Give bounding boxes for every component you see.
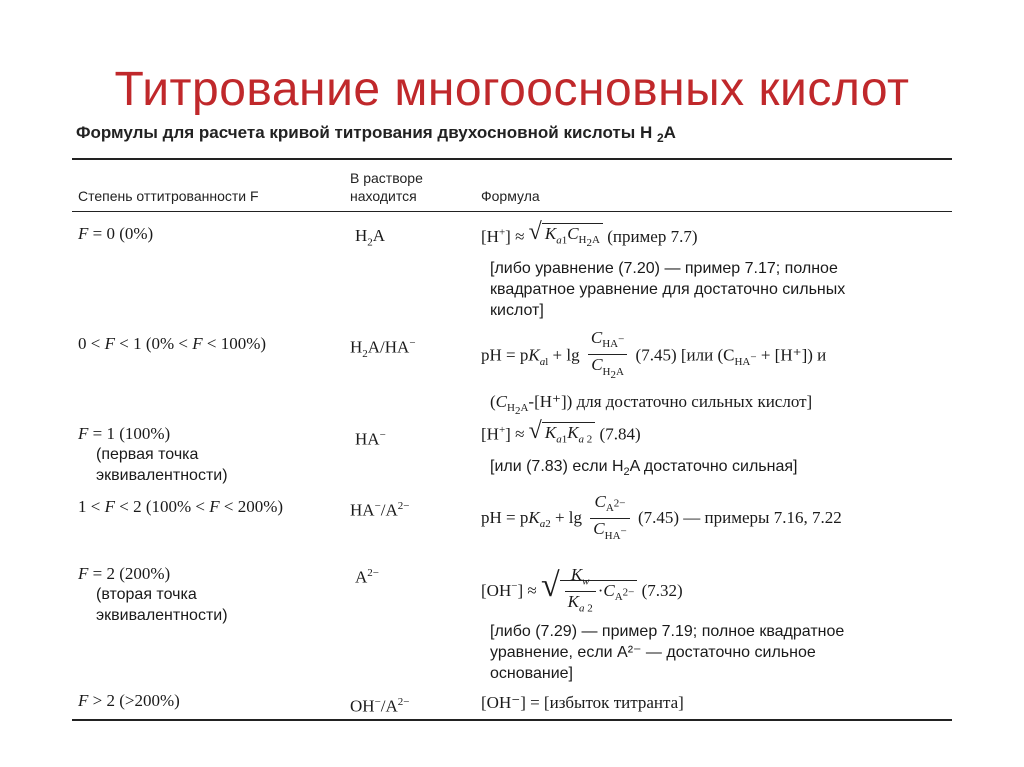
row3-condition-l3: эквивалентности)	[96, 467, 228, 484]
row5-condition: F = 2 (200%)	[78, 564, 171, 583]
row1-note-l2: квадратное уравнение для достаточно сильных	[490, 281, 846, 298]
row3-formula-ref: (7.84)	[599, 424, 641, 444]
row1-species: $H_2A$	[355, 226, 386, 249]
table-bottom-rule	[72, 719, 952, 721]
slide-title: Титрование многоосновных кислот	[114, 63, 910, 116]
row5-condition-l2: (вторая точка	[96, 586, 197, 603]
row4-condition: 1 < F < 2 (100% < F < 200%)	[78, 497, 284, 516]
table-caption	[76, 123, 676, 143]
row3-condition-l2: (первая точка	[96, 446, 199, 463]
row2-fraction: $\frac{C_{HA^-}}{C_{H_2A}}$	[588, 328, 627, 385]
row6-formula: [OH⁻] = [избыток титранта]	[481, 693, 684, 712]
row1-formula-ref: (пример 7.7)	[607, 227, 698, 247]
row5-formula-ref: (7.32)	[641, 580, 683, 600]
row4-formula-ref: (7.45) — примеры 7.16, 7.22	[637, 507, 842, 527]
row3-condition: F = 1 (100%)	[78, 424, 171, 443]
row5-condition-l3: эквивалентности)	[96, 607, 228, 624]
row2-note: $(C_{H_2A}-[H^+])$ для достаточно сильных кислот]	[490, 392, 813, 418]
table-header-rule	[72, 211, 952, 212]
row2-formula: pH = $pK_{al} + \lg$ $\frac{C_{HA^-}}{C_{H_2A}}$ (7.45) [или $(C_{HA^-} + [H^+])$ и	[481, 328, 826, 385]
row5-note-l3: основание]	[490, 665, 573, 682]
row3-species: HA−	[355, 429, 386, 449]
row6-condition: F > 2 (>200%)	[78, 691, 180, 710]
row1-condition: F = 0 (0%)	[78, 224, 154, 243]
row5-formula: [OH−] ≈ √ $\frac{K_w}{K_{a 2}}$ $\cdot C_{A^{2-}}$ (7.32)	[481, 565, 683, 619]
sqrt-icon: √ $K_{a1}K_{a 2}$	[529, 421, 596, 450]
header-formula: Формула	[481, 188, 540, 204]
row2-note-tail: -[H⁺]) для достаточно сильных кислот]	[528, 392, 813, 411]
header-in-solution-l1: В растворе	[350, 170, 423, 186]
row2-condition: 0 < F < 1 (0% < F < 100%)	[78, 334, 267, 353]
row2-formula-ref: (7.45) [или (C	[635, 345, 735, 365]
row3-formula: [H+] ≈ √ $K_{a1}K_{a 2}$ (7.84)	[481, 420, 641, 450]
row2-species: $H_2A/HA^-$	[350, 337, 416, 361]
sqrt-icon: √ $\frac{K_w}{K_{a 2}}$ $\cdot C_{A^{2-}}$	[541, 565, 637, 619]
header-in-solution-l2: находится	[350, 188, 417, 204]
sqrt-icon: √ $K_{a1}C_{H_2A}$	[529, 222, 603, 255]
row5-note-l1: [либо (7.29) — пример 7.19; полное квадратное	[490, 623, 845, 640]
header-fraction-titrated: Степень оттитрованности F	[78, 188, 259, 204]
row4-species: $HA^-/A^{2-}$	[350, 500, 410, 520]
row1-note-l3: кислот]	[490, 302, 544, 319]
row3-note: [или (7.83) если $H_2A$ достаточно сильная]	[490, 458, 798, 479]
table-caption-sub: 2	[656, 131, 664, 145]
row4-fraction: $\frac{C_{A^{2-}}}{C_{HA^-}}$	[590, 492, 629, 546]
table-top-rule	[72, 158, 952, 160]
row1-formula: [H+] ≈ √ $K_{a1}C_{H_2A}$ (пример 7.7)	[481, 222, 698, 255]
row2-formula-tail: + [H⁺]) и	[756, 345, 827, 365]
table-caption-tail: A	[663, 123, 676, 142]
row5-note-l2: уравнение, если A²⁻ — достаточно сильное	[490, 644, 816, 661]
row1-note-l1: [либо уравнение (7.20) — пример 7.17; полное	[490, 260, 838, 277]
table-caption-text: Формулы для расчета кривой титрования двухосновной кислоты H	[76, 123, 657, 142]
row4-formula: pH = $pK_{a2} + \lg$ $\frac{C_{A^{2-}}}{C_{HA^-}}$ (7.45) — примеры 7.16, 7.22	[481, 492, 842, 546]
row6-species: $OH^-/A^{2-}$	[350, 696, 410, 716]
row5-species: $A^{2-}$	[355, 567, 379, 587]
